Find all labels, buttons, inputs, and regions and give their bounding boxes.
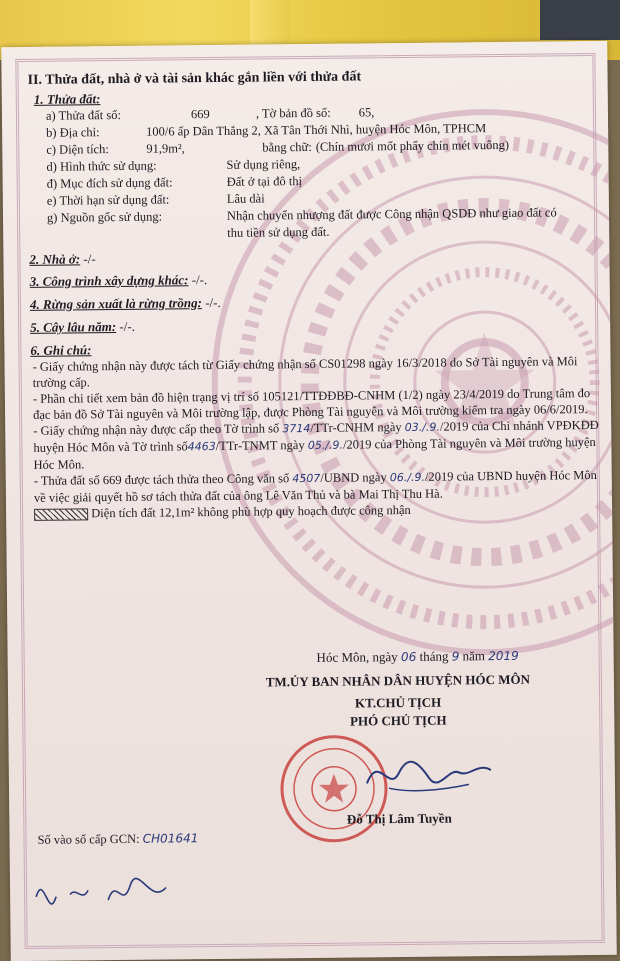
handwritten-signature [359, 742, 500, 803]
registry-label: Số vào sổ cấp GCN: [37, 831, 140, 847]
construction-value: -/-. [191, 272, 208, 288]
house-row [29, 246, 599, 268]
purpose-value: Đất ở tại đô thị [226, 174, 303, 189]
perennial-row [30, 314, 600, 336]
background-corner [540, 0, 620, 40]
area-words-label: bằng chữ: [262, 139, 312, 155]
area-value: 91,9m², [146, 141, 185, 156]
initials-scribble [30, 865, 191, 927]
map-sheet-label: , Tờ bản đồ số: [255, 105, 331, 121]
forest-label: 4. Rừng sản xuất là rừng trồng: [29, 295, 202, 312]
certificate-page [1, 41, 617, 961]
address-value: 100/6 ấp Dân Thắng 2, Xã Tân Thới Nhì, huyện Hóc Môn, TPHCM [146, 121, 487, 139]
note-item-3: - Giấy chứng nhận này được cấp theo Tờ trình số 3714/TTr-CNHM ngày 03./.9./2019 của Chi nhánh VPĐKĐĐ huyện Hóc Môn và Tờ trình số4463/TTr-TNMT ngày 05./.9./2019 của Phòng Tài nguyên và Môi trường huyện Hóc Môn. [33, 417, 599, 472]
handwritten-year: 2019 [488, 648, 519, 664]
registry-line [37, 831, 198, 848]
note-item-1: - Giấy chứng nhận này được tách từ Giấy chứng nhận số CS01298 ngày 16/3/2018 do Sở Tài nguyên và Môi trường cấp. [32, 354, 578, 390]
handwritten-number: 4463 [187, 439, 216, 454]
perennial-label: 5. Cây lâu năm: [30, 319, 117, 335]
legend-text: Diện tích đất 12,1m² không phù hợp quy hoạch được công nhận [91, 502, 411, 521]
handwritten-date: 06./.9. [389, 470, 426, 485]
parcel-label: a) Thửa đất số: [45, 107, 121, 123]
origin-label: g) Nguồn gốc sử dụng: [46, 209, 163, 225]
area-label: c) Diện tích: [46, 142, 109, 157]
usage-form-label: d) Hình thức sử dụng: [46, 158, 157, 174]
purpose-label: đ) Mục đích sử dụng đất: [46, 175, 173, 191]
land-heading: 1. Thửa đất: [33, 91, 101, 107]
signing-title: PHÓ CHỦ TỊCH [349, 712, 447, 729]
handwritten-date: 03./.9. [404, 420, 441, 434]
handwritten-number: 4507 [292, 471, 321, 486]
origin-value: Nhận chuyển nhượng đất được Công nhận QSDĐ như giao đất có thu tiền sử dụng đất. [226, 205, 557, 240]
registry-number: CH01641 [142, 831, 199, 846]
construction-row [30, 268, 600, 290]
address-label: b) Địa chỉ: [46, 125, 100, 140]
term-label: e) Thời hạn sử dụng đất: [46, 192, 170, 208]
signing-kt: KT.CHỦ TỊCH [354, 694, 442, 711]
usage-form-value: Sử dụng riêng, [226, 157, 301, 172]
area-words-value: (Chín mươi mốt phẩy chín mét vuông) [315, 137, 510, 154]
forest-row [30, 291, 600, 313]
signing-org: TM.ỦY BAN NHÂN DÂN HUYỆN HÓC MÔN [265, 671, 531, 690]
certificate-content [28, 67, 603, 522]
house-value: -/- [83, 251, 96, 267]
term-value: Lâu dài [226, 191, 265, 206]
signer-name: Đỗ Thị Lâm Tuyền [346, 810, 452, 827]
note-item-2: - Phần chi tiết xem bản đồ hiện trạng vị trí số 105121/TTĐĐBĐ-CNHM (1/2) ngày 23/4/2019 do Trung tâm đo đạc bản đồ Sở Tài nguyên và Môi trường lập, được Phòng Tài nguyên và Môi trường kiểm tra ngày 06/6/2019. [32, 386, 591, 422]
note-item-4: - Thửa đất số 669 được tách thửa theo Công văn số 4507/UBND ngày 06./.9./2019 của UBND huyện Hóc Môn về việc giải quyết hồ sơ tách thửa đất của ông Lê Văn Thủ và bà Mai Thị Thu Hà. [33, 467, 597, 505]
signing-date-line: Hóc Môn, ngày 06 tháng 9 năm 2019 [316, 648, 519, 665]
handwritten-date: 05./.9. [307, 438, 344, 453]
handwritten-number: 3714 [282, 421, 311, 436]
forest-value: -/-. [205, 294, 221, 311]
house-label: 2. Nhà ở: [29, 251, 81, 267]
section-title: II. Thửa đất, nhà ở và tài sản khác gắn liền với thửa đất [27, 69, 362, 88]
notes-heading: 6. Ghi chú: [30, 342, 92, 358]
handwritten-day: 06 [400, 649, 417, 665]
map-sheet-number: 65, [358, 105, 375, 120]
construction-label: 3. Công trình xây dựng khác: [29, 272, 189, 289]
parcel-number: 669 [190, 107, 210, 122]
handwritten-month: 9 [451, 649, 460, 664]
perennial-value: -/-. [119, 318, 135, 334]
land-row-origin [29, 204, 599, 244]
hatch-legend-swatch [34, 508, 88, 521]
